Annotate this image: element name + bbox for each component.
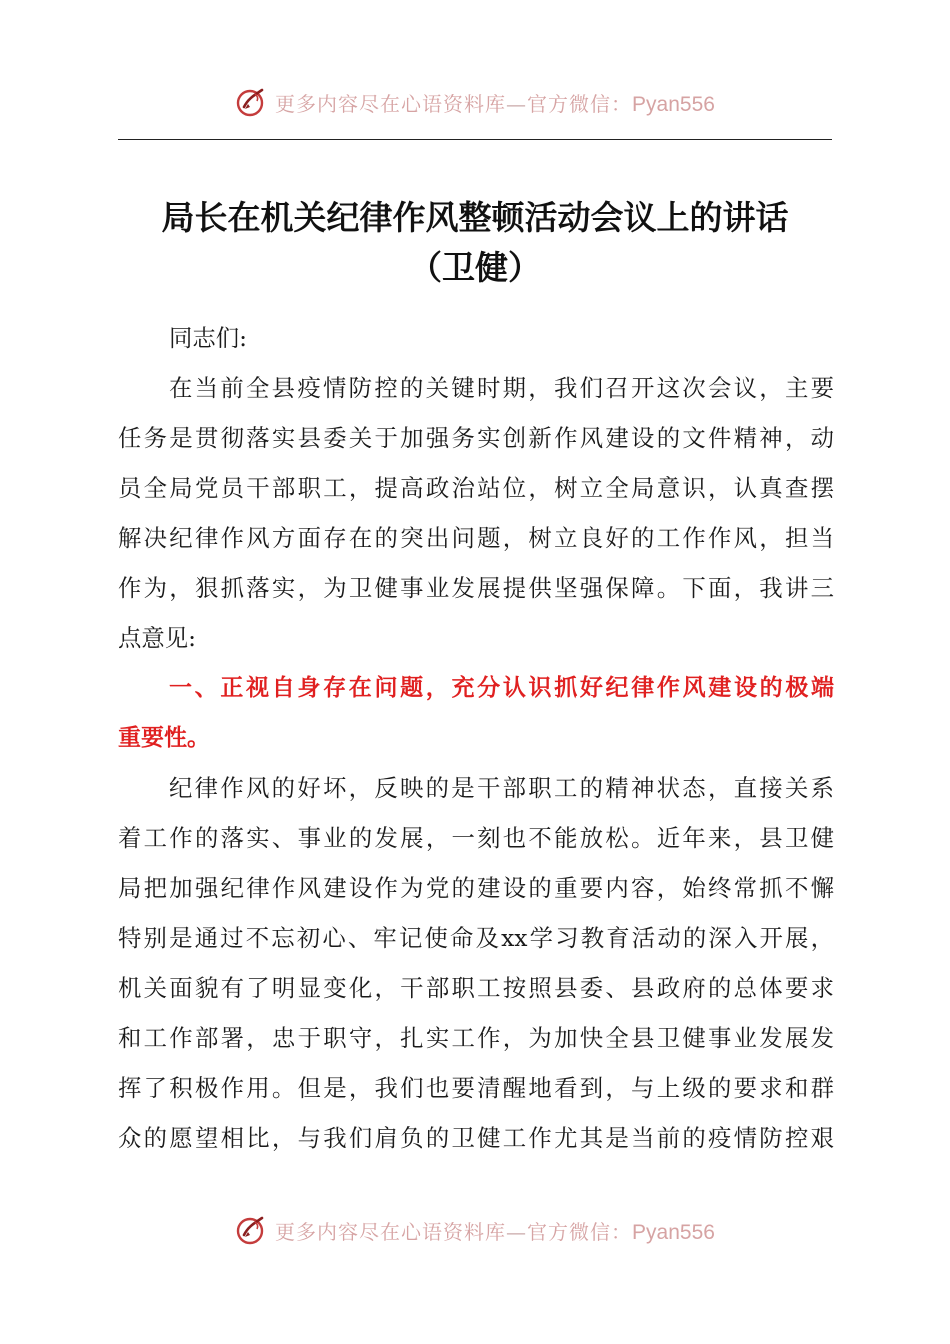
section-heading: 一、正视自身存在问题，充分认识抓好纪律作风建设的极端 <box>169 675 834 701</box>
pen-logo-icon <box>235 85 269 119</box>
paragraph-line: 纪律作风的好坏，反映的是干部职工的精神状态，直接关系 <box>169 774 834 802</box>
paragraph-line: 点意见: <box>118 624 197 652</box>
document-body <box>118 313 834 1163</box>
paragraph-line: 挥了积极作用。但是，我们也要清醒地看到，与上级的要求和群 <box>118 1074 834 1102</box>
paragraph-line: 众的愿望相比，与我们肩负的卫健工作尤其是当前的疫情防控艰 <box>118 1124 834 1152</box>
watermark-text: 更多内容尽在心语资料库—官方微信：Pyan556 <box>275 91 715 116</box>
paragraph-line: 着工作的落实、事业的发展，一刻也不能放松。近年来，县卫健 <box>118 824 834 852</box>
footer-watermark <box>0 1210 950 1250</box>
header-divider <box>118 139 832 140</box>
document-subtitle: （卫健） <box>409 248 541 287</box>
section-heading-end: 重要性。 <box>118 725 210 751</box>
document-title: 局长在机关纪律作风整顿活动会议上的讲话 <box>161 198 789 237</box>
salutation: 同志们: <box>169 324 248 352</box>
paragraph-line: 作为，狠抓落实，为卫健事业发展提供坚强保障。下面，我讲三 <box>118 574 834 602</box>
paragraph-line: 机关面貌有了明显变化，干部职工按照县委、县政府的总体要求 <box>118 974 834 1002</box>
paragraph-line: 和工作部署，忠于职守，扎实工作，为加快全县卫健事业发展发 <box>118 1024 834 1052</box>
paragraph-line: 在当前全县疫情防控的关键时期，我们召开这次会议，主要 <box>169 374 834 402</box>
paragraph-line: 特别是通过不忘初心、牢记使命及xx学习教育活动的深入开展， <box>118 924 834 952</box>
pen-logo-icon <box>235 1213 269 1247</box>
watermark-text: 更多内容尽在心语资料库—官方微信：Pyan556 <box>275 1219 715 1244</box>
paragraph-line: 解决纪律作风方面存在的突出问题，树立良好的工作作风，担当 <box>118 524 834 552</box>
paragraph-line: 员全局党员干部职工，提高政治站位，树立全局意识，认真查摆 <box>118 474 834 502</box>
paragraph-line: 任务是贯彻落实县委关于加强务实创新作风建设的文件精神，动 <box>118 424 834 452</box>
header-watermark <box>0 82 950 122</box>
paragraph-line: 局把加强纪律作风建设作为党的建设的重要内容，始终常抓不懈 <box>118 874 834 902</box>
